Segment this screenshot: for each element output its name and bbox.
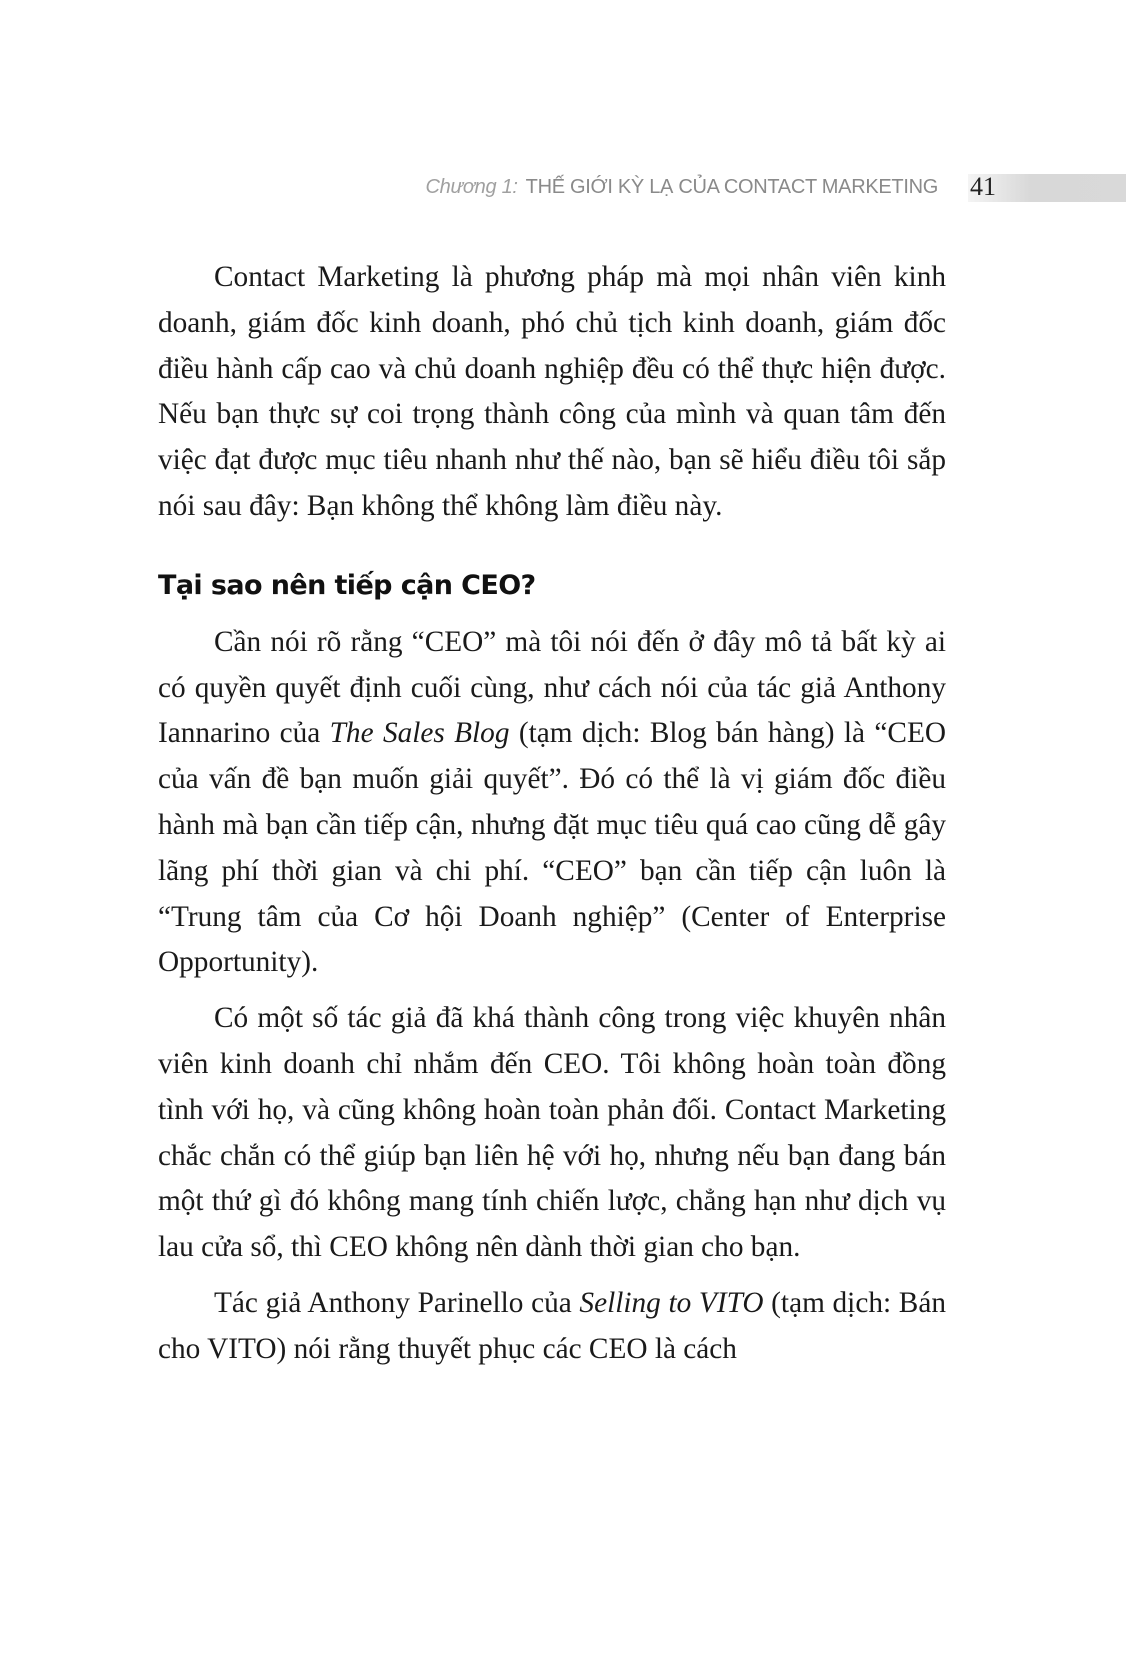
paragraph-text: Cần nói rõ rằng “CEO” mà tôi nói đến ở đây mô tả bất kỳ ai có quyền quyết định cuối cùng, như cách nói của tác giả Anthony Iannarino của — [158, 625, 946, 750]
paragraph-text: (tạm dịch: Bán cho VITO) nói rằng thuyết phục các CEO là cách — [158, 1286, 946, 1365]
running-header — [0, 172, 1126, 212]
chapter-label: Chương 1: — [425, 176, 518, 198]
page-body — [158, 255, 946, 1373]
paragraph-text: Tác giả Anthony Parinello của — [214, 1286, 580, 1319]
paragraph — [158, 620, 946, 986]
section-heading: Tại sao nên tiếp cận CEO? — [158, 569, 536, 601]
page-number: 41 — [970, 172, 996, 201]
paragraph — [158, 1281, 946, 1373]
paragraph-text: (tạm dịch: Blog bán hàng) là “CEO của vấn đề bạn muốn giải quyết”. Đó có thể là vị giám đốc điều hành mà bạn cần tiếp cận, nhưng đặt mục tiêu quá cao cũng dễ gây lãng phí thời gian và chi phí. “CEO” bạn cần tiếp cận luôn là “Trung tâm của Cơ hội Doanh nghiệp” (Center of Enterprise Opportunity). — [158, 717, 946, 979]
chapter-name: THẾ GIỚI KỲ LẠ CỦA CONTACT MARKETING — [525, 176, 938, 198]
book-title: Selling to VITO — [579, 1286, 764, 1319]
chapter-title — [426, 176, 938, 199]
paragraph: Có một số tác giả đã khá thành công trong việc khuyên nhân viên kinh doanh chỉ nhắm đến CEO. Tôi không hoàn toàn đồng tình với họ, và cũng không hoàn toàn phản đối. Contact Marketing chắc chắn có thể giúp bạn liên hệ với họ, nhưng nếu bạn đang bán một thứ gì đó không mang tính chiến lược, chẳng hạn như dịch vụ lau cửa sổ, thì CEO không nên dành thời gian cho bạn. — [158, 1002, 946, 1264]
book-title: The Sales Blog — [329, 717, 510, 750]
paragraph: Contact Marketing là phương pháp mà mọi nhân viên kinh doanh, giám đốc kinh doanh, phó chủ tịch kinh doanh, giám đốc điều hành cấp cao và chủ doanh nghiệp đều có thể thực hiện được. Nếu bạn thực sự coi trọng thành công của mình và quan tâm đến việc đạt được mục tiêu nhanh như thế nào, bạn sẽ hiểu điều tôi sắp nói sau đây: Bạn không thể không làm điều này. — [158, 261, 946, 522]
